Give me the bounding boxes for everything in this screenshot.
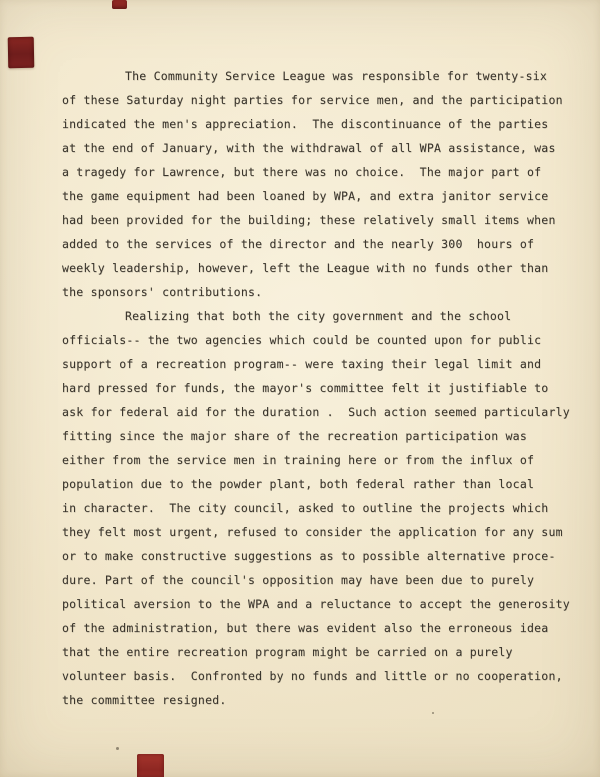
red-archival-mark-left — [8, 37, 35, 68]
text-line: indicated the men's appreciation. The discontinuance of the parties — [62, 117, 549, 131]
text-line: that the entire recreation program might be carried on a purely — [62, 645, 513, 659]
text-line: they felt most urgent, refused to consider the application for any sum — [62, 525, 563, 539]
text-line: Realizing that both the city government and the school — [125, 309, 512, 323]
text-line: dure. Part of the council's opposition may have been due to purely — [62, 573, 535, 587]
text-line: population due to the powder plant, both federal rather than local — [62, 477, 535, 491]
text-line: in character. The city council, asked to outline the projects which — [62, 501, 549, 515]
text-line: the committee resigned. — [62, 693, 227, 707]
paragraph — [62, 304, 570, 712]
text-line: of the administration, but there was evident also the erroneous idea — [62, 621, 549, 635]
red-archival-mark-top-edge — [112, 0, 127, 9]
text-line: weekly leadership, however, left the League with no funds other than — [62, 261, 549, 275]
text-line: the sponsors' contributions. — [62, 285, 263, 299]
text-line: hard pressed for funds, the mayor's committee felt it justifiable to — [62, 381, 549, 395]
text-line: or to make constructive suggestions as to possible alternative proce- — [62, 549, 556, 563]
text-line: ask for federal aid for the duration . Such action seemed particularly — [62, 405, 570, 419]
text-line: of these Saturday night parties for service men, and the participation — [62, 93, 563, 107]
typewritten-text-block — [62, 64, 570, 712]
text-line: support of a recreation program-- were taxing their legal limit and — [62, 357, 542, 371]
text-line: fitting since the major share of the recreation participation was — [62, 429, 527, 443]
text-line: added to the services of the director and the nearly 300 hours of — [62, 237, 535, 251]
paragraph — [62, 64, 563, 304]
ink-speck — [116, 747, 119, 750]
red-archival-mark-bottom — [137, 754, 164, 777]
text-line: officials-- the two agencies which could be counted upon for public — [62, 333, 542, 347]
text-line: at the end of January, with the withdrawal of all WPA assistance, was — [62, 141, 556, 155]
text-line: a tragedy for Lawrence, but there was no choice. The major part of — [62, 165, 542, 179]
text-line: either from the service men in training here or from the influx of — [62, 453, 535, 467]
text-line: volunteer basis. Confronted by no funds and little or no cooperation, — [62, 669, 563, 683]
text-line: the game equipment had been loaned by WPA, and extra janitor service — [62, 189, 549, 203]
ink-speck — [432, 712, 434, 714]
text-line: political aversion to the WPA and a reluctance to accept the generosity — [62, 597, 570, 611]
text-line: had been provided for the building; these relatively small items when — [62, 213, 556, 227]
text-line: The Community Service League was responsible for twenty-six — [125, 69, 548, 83]
